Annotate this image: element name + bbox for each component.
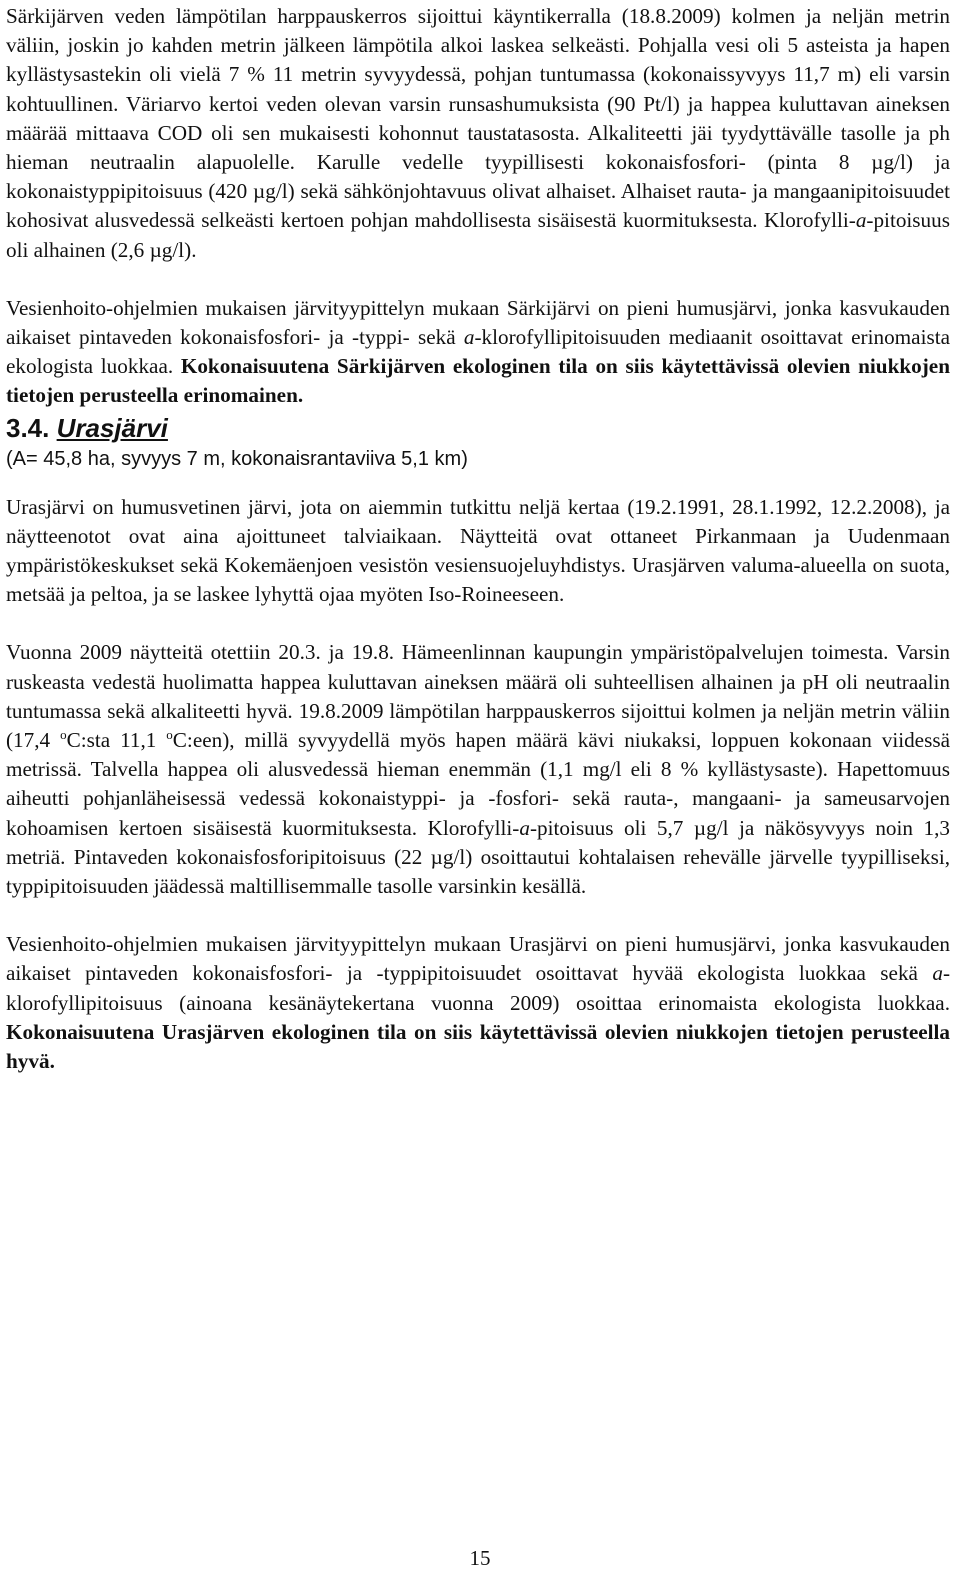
degree-superscript: o — [166, 727, 173, 743]
text-run: -pitoisuus oli alhainen (2,6 µg/l). — [6, 208, 950, 262]
text-run: -pitoisuus oli 5,7 µg/l ja näkösyvyys noin 1,3 metriä. Pintaveden kokonaisfosforipitoisuus (22 µg/l) osoittautui kohtalaisen rehevälle järvelle tyypilliseksi, typpipitoisuuden jäädessä maltillisemmalle tasolle varsinkin kesällä. — [6, 815, 950, 899]
text-run: -klorofyllipitoisuuden mediaanit osoittavat erinomaista ekologista luokkaa. — [6, 325, 950, 379]
text-run: Vesienhoito-ohjelmien mukaisen järvityypittelyn mukaan Urasjärvi on pieni humusjärvi, jonka kasvukauden aikaiset pintaveden kokonaisfosfori- ja -typpipitoisuudet osoittavat hyvää ekologista luokkaa sekä — [6, 932, 950, 986]
paragraph-urasjarvi-classification — [6, 930, 950, 1076]
text-run: C:sta 11,1 — [66, 728, 167, 753]
paragraph-sarkijarvi-water-quality — [6, 2, 950, 265]
paragraph-sarkijarvi-classification — [6, 294, 950, 411]
italic-a: a — [463, 325, 475, 350]
text-run: C:een), millä syvyydellä myös hapen määrä kävi niukaksi, loppuen kokonaan viidessä metrissä. Talvella happea oli alusvedessä hieman enemmän (1,1 mg/l eli 8 % kyllästysaste). Hapettomuus aiheutti pohjanläheisessä vedessä kokonaistyppi- ja -fosfori- sekä rauta-, mangaani- ja sameusarvojen kohoamisen kertoen sisäisestä kuormituksesta. Klorofylli- — [6, 728, 950, 840]
section-subtitle: (A= 45,8 ha, syvyys 7 m, kokonaisrantaviiva 5,1 km) — [6, 447, 468, 470]
section-number: 3.4. — [6, 412, 50, 443]
paragraph-urasjarvi-intro: Urasjärvi on humusvetinen järvi, jota on aiemmin tutkittu neljä kertaa (19.2.1991, 28.1.1992, 12.2.2008), ja näytteenotot ovat aina ajoittuneet talviaikaan. Näytteitä ovat ottaneet Pirkanmaan ja Uudenmaan ympäristökeskukset sekä Kokemäenjoen vesistön vesiensuojeluyhdistys. Urasjärven valuma-alueella on suota, metsää ja peltoa, ja se laskee lyhyttä ojaa myöten Iso-Roineeseen. — [6, 494, 950, 607]
conclusion-bold: Kokonaisuutena Särkijärven ekologinen tila on siis käytettävissä olevien niukkojen tietojen perusteella erinomainen. — [6, 354, 950, 408]
italic-a: a — [519, 815, 530, 840]
text-run: Särkijärven veden lämpötilan harppauskerros sijoittui käyntikerralla (18.8.2009) kolmen ja neljän metrin väliin, joskin jo kahden metrin jälkeen lämpötila alkoi laskea selkeästi. Pohjalla vesi oli 5 asteista ja hapen kyllästysastekin oli vielä 7 % 11 metrin syvyydessä, pohjan tuntumassa (kokonaissyvyys 11,7 m) eli varsin kohtuullinen. Väriarvo kertoi veden olevan varsin runsashumuksista (90 Pt/l) ja happea kuluttavan aineksen määrää mittaava COD oli sen mukaisesti kohonnut taustatasosta. Alkaliteetti jäi tyydyttävälle tasolle ja ph hieman neutraalin alapuolelle. Karulle vedelle tyypillisesti kokonaisfosfori- (pinta 8 µg/l) ja kokonaistyppipitoisuus (420 µg/l) sekä sähkönjohtavuus olivat alhaiset. Alhaiset rauta- ja mangaanipitoisuudet kohosivat alusvedessä selkeästi kertoen pohjan mahdollisesta sisäisestä kuormituksesta. Klorofylli- — [6, 4, 950, 233]
paragraph-urasjarvi-water-quality — [6, 638, 950, 901]
italic-a: a — [855, 208, 867, 233]
document-page — [6, 2, 950, 1076]
text-run: Vesienhoito-ohjelmien mukaisen järvityypittelyn mukaan Särkijärvi on pieni humusjärvi, jonka kasvukauden aikaiset pintaveden kokonaisfosfori- ja -typpi- sekä — [6, 295, 950, 350]
text-run: Vuonna 2009 näytteitä otettiin 20.3. ja 19.8. Hämeenlinnan kaupungin ympäristöpalvelujen toimesta. Varsin ruskeasta vedestä huolimatta happea kuluttavan aineksen määrä oli suhteellisen alhainen ja pH oli neutraalin tuntumassa sekä alkaliteetti hyvä. 19.8.2009 lämpötilan harppauskerros sijoittui kolmen ja neljän metrin väliin (17,4 — [6, 640, 950, 753]
page-number: 15 — [469, 1546, 491, 1570]
text-run: -klorofyllipitoisuus (ainoana kesänäytekertana vuonna 2009) osoittaa erinomaista ekologista luokkaa. — [6, 961, 950, 1015]
degree-superscript: o — [60, 727, 67, 743]
italic-a: a — [932, 961, 943, 986]
section-title: Urasjärvi — [56, 412, 168, 443]
conclusion-bold: Kokonaisuutena Urasjärven ekologinen tila on siis käytettävissä olevien niukkojen tietojen perusteella hyvä. — [6, 1019, 950, 1074]
section-heading — [6, 411, 950, 445]
